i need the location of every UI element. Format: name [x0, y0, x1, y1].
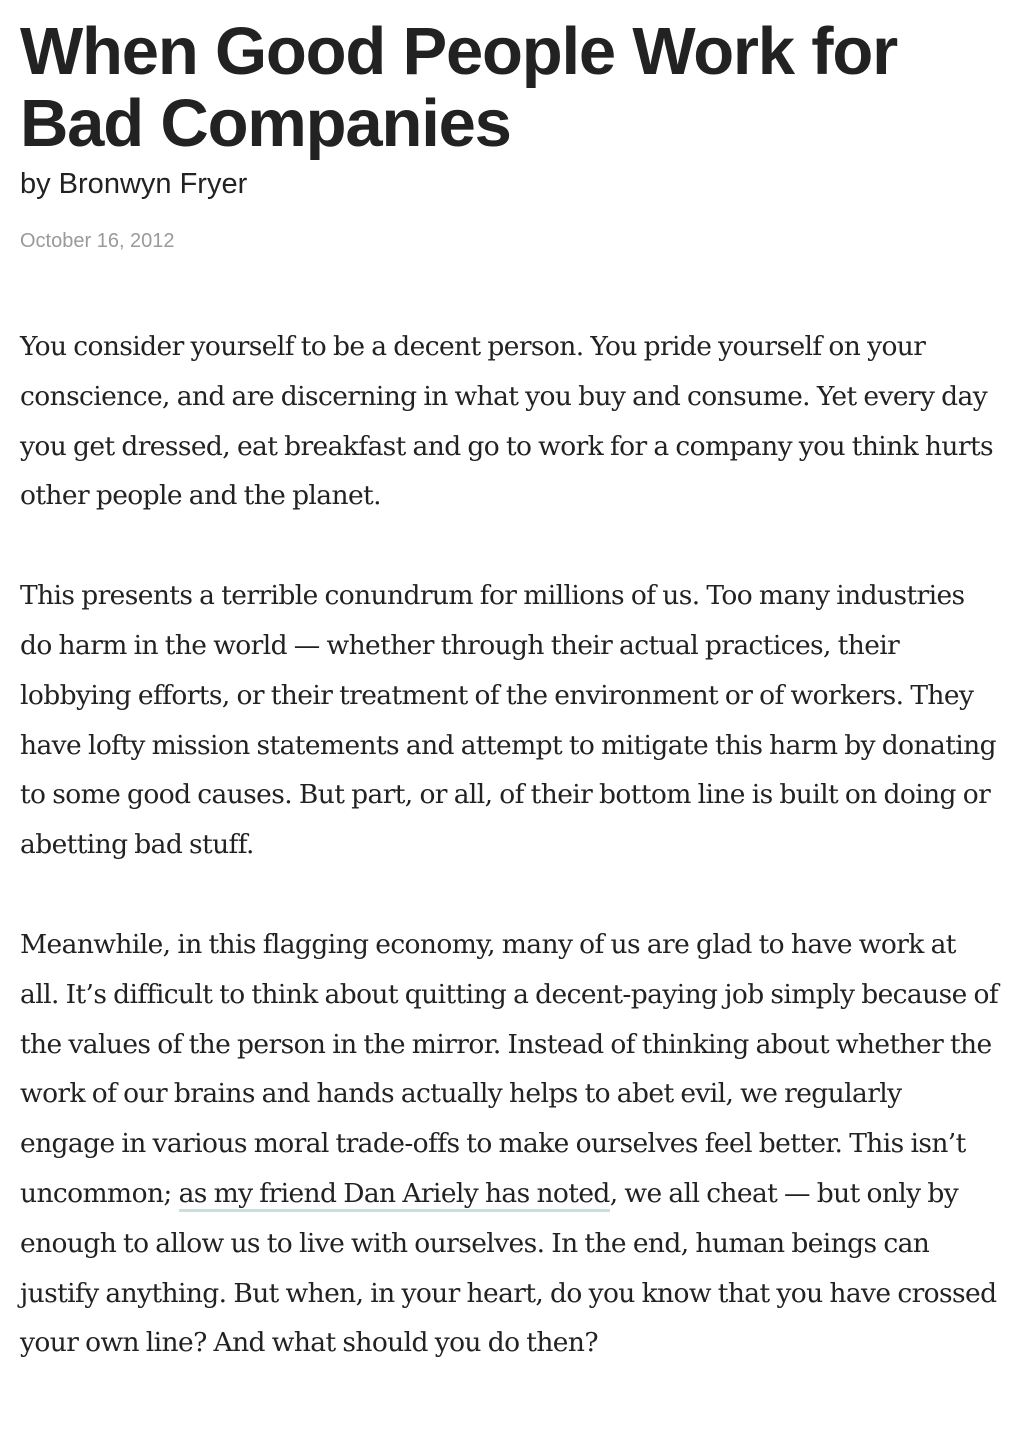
article-body: [20, 322, 1000, 1368]
paragraph-3: [20, 920, 1000, 1368]
article-date: October 16, 2012: [20, 230, 175, 252]
article-byline: by Bronwyn Fryer: [20, 168, 248, 200]
paragraph-2: This presents a terrible conundrum for millions of us. Too many industries do harm in the world — whether through their actual practices, their lobbying efforts, or their treatment of the environment or of workers. They have lofty mission statements and attempt to mitigate this harm by donating to some good causes. But part, or all, of their bottom line is built on doing or abetting bad stuff.: [20, 580, 996, 861]
dan-ariely-link[interactable]: as my friend Dan Ariely has noted: [179, 1178, 610, 1212]
paragraph-1: You consider yourself to be a decent person. You pride yourself on your conscience, and are discerning in what you buy and consume. Yet every day you get dressed, eat breakfast and go to work for a company you think hurts other people and the planet.: [20, 331, 993, 512]
paragraph-3-text-before-link: Meanwhile, in this flagging economy, many of us are glad to have work at all. It’s difficult to think about quitting a decent-paying job simply because of the values of the person in the mirror. Instead of thinking about whether the work of our brains and hands actually helps to abet evil, we regularly engage in various moral trade-offs to make ourselves feel better. This isn’t uncommon;: [20, 928, 999, 1209]
article-title: When Good People Work for Bad Companies: [20, 14, 897, 161]
article: [20, 0, 1000, 1368]
paragraph-3-text-after-link: , we all cheat — but only by enough to allow us to live with ourselves. In the end, human beings can justify anything. But when, in your heart, do you know that you have crossed your own line? And what should you do then?: [20, 1177, 997, 1359]
